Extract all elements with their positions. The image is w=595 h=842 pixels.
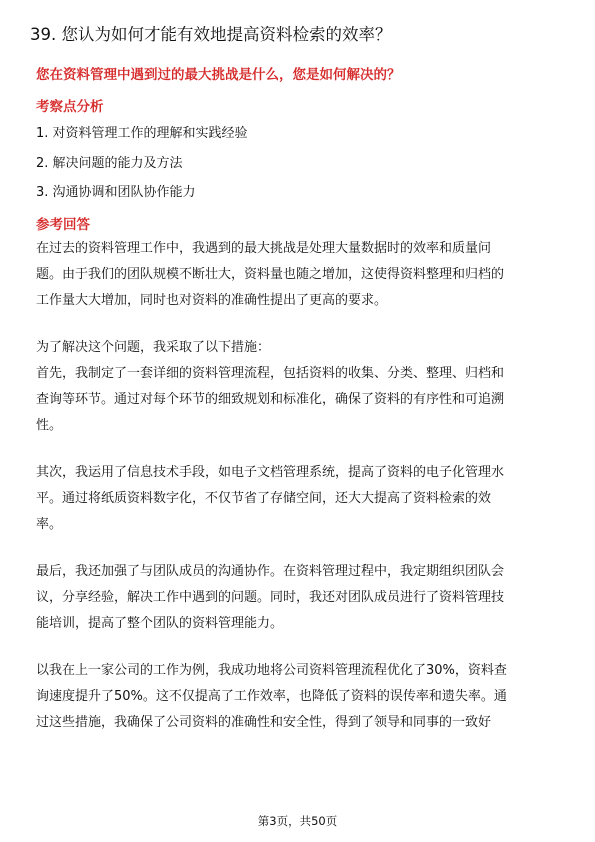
answer-paragraph (36, 658, 560, 736)
text-line: 最后，我还加强了与团队成员的沟通协作。在资料管理过程中，我定期组织团队会 (36, 564, 505, 579)
text-line: 过这些措施，我确保了公司资料的准确性和安全性，得到了领导和同事的一致好 (36, 715, 492, 730)
text-line: 其次，我运用了信息技术手段，如电子文档管理系统，提高了资料的电子化管理水 (36, 465, 505, 480)
sub-question: 您在资料管理中遇到过的最大挑战是什么，您是如何解决的？ (36, 67, 401, 83)
answer-paragraph (36, 335, 560, 439)
text-line: 平。通过将纸质资料数字化，不仅节省了存储空间，还大大提高了资料检索的效 (36, 491, 492, 506)
analysis-point: 1. 对资料管理工作的理解和实践经验 (36, 126, 248, 141)
text-line: 能培训，提高了整个团队的资料管理能力。 (36, 616, 284, 631)
text-line: 工作量大大增加，同时也对资料的准确性提出了更高的要求。 (36, 293, 388, 308)
text-line: 率。 (36, 517, 63, 532)
text-line: 为了解决这个问题，我采取了以下措施： (36, 340, 271, 355)
text-line: 首先，我制定了一套详细的资料管理流程，包括资料的收集、分类、整理、归档和 (36, 366, 505, 381)
answer-body (36, 236, 560, 736)
answer-paragraph (36, 236, 560, 314)
text-line: 题。由于我们的团队规模不断壮大，资料量也随之增加，这使得资料整理和归档的 (36, 267, 505, 282)
question-title: 39. 您认为如何才能有效地提高资料检索的效率？ (30, 25, 392, 44)
analysis-point: 3. 沟通协调和团队协作能力 (36, 185, 196, 200)
page-number: 第3页，共50页 (257, 814, 338, 828)
text-line: 查询等环节。通过对每个环节的细致规划和标准化，确保了资料的有序性和可追溯 (36, 392, 505, 407)
text-line: 性。 (36, 418, 63, 433)
text-line: 以我在上一家公司的工作为例，我成功地将公司资料管理流程优化了30%，资料查 (36, 663, 507, 678)
analysis-point: 2. 解决问题的能力及方法 (36, 156, 183, 171)
answer-paragraph (36, 460, 560, 538)
text-line: 在过去的资料管理工作中，我遇到的最大挑战是处理大量数据时的效率和质量问 (36, 241, 492, 256)
answer-paragraph (36, 559, 560, 637)
text-line: 询速度提升了50%。这不仅提高了工作效率，也降低了资料的误传率和遗失率。通 (36, 689, 507, 704)
text-line: 议，分享经验，解决工作中遇到的问题。同时，我还对团队成员进行了资料管理技 (36, 590, 505, 605)
analysis-heading: 考察点分析 (36, 99, 104, 115)
answer-heading: 参考回答 (36, 217, 90, 233)
